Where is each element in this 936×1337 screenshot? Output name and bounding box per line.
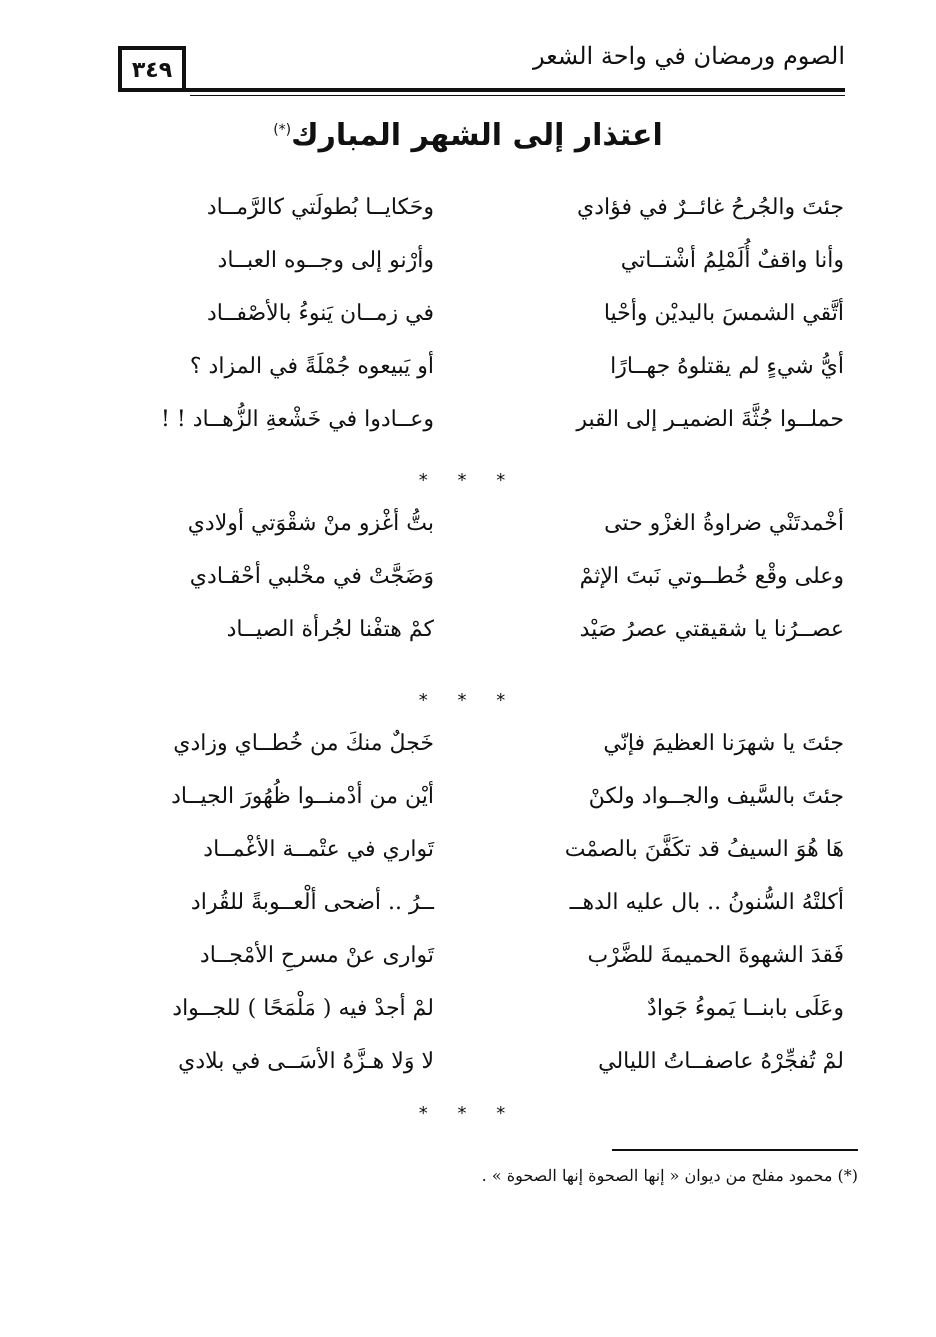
verse-second-hemistich: كمْ هتفْنا لجُرأة الصيــاد — [226, 617, 434, 642]
verse-first-hemistich: هَا هُوَ السيفُ قد تكَفَّنَ بالصمْت — [564, 837, 844, 862]
verse-second-hemistich: أيْن من أدْمنــوا ظُهُورَ الجيــاد — [171, 784, 434, 809]
running-title: الصوم ورمضان في واحة الشعر — [533, 42, 845, 70]
verse-first-hemistich: حملــوا جُثَّةَ الضميـر إلى القبر — [576, 407, 844, 432]
header-rule — [118, 88, 845, 92]
verse-first-hemistich: أيُّ شيءٍ لم يقتلوهُ جهــارًا — [610, 354, 844, 379]
footnote-rule — [612, 1149, 858, 1151]
verse-first-hemistich: جئتَ والجُرحُ غائــرٌ في فؤادي — [576, 195, 844, 220]
verse — [0, 347, 936, 387]
verse-first-hemistich: أكلتْهُ السُّنونُ .. بال عليه الدهــ — [569, 890, 844, 915]
header-rule-thin — [190, 95, 845, 96]
verse-first-hemistich: جئتَ بالسَّيف والجــواد ولكنْ — [588, 784, 844, 809]
stanza-separator: * * * — [418, 470, 518, 491]
verse-second-hemistich: لا وَلا هـزَّهُ الأسَــى في بلادي — [178, 1049, 434, 1074]
stanza-separator: * * * — [418, 1103, 518, 1124]
verse-second-hemistich: لمْ أجدْ فيه ( مَلْمَحًا ) للجــواد — [172, 996, 434, 1021]
verse — [0, 989, 936, 1029]
poem-title — [0, 118, 936, 153]
verse-first-hemistich: أخْمدتَنْي ضراوةُ الغزْو حتى — [604, 511, 844, 536]
page-header — [110, 38, 845, 94]
footnote: (*) محمود مفلح من ديوان « إنها الصحوة إنها الصحوة » . — [481, 1166, 858, 1185]
verse-second-hemistich: وعــادوا في خَشْعةِ الزُّهــاد ! ! — [161, 407, 434, 432]
verse-first-hemistich: وعَلَى بابنــا يَموءُ جَوادٌ — [647, 996, 844, 1021]
verse — [0, 883, 936, 923]
verse-second-hemistich: وَضَجَّتْ في مخْلبي أحْقـادي — [189, 564, 434, 589]
verse — [0, 830, 936, 870]
verse — [0, 188, 936, 228]
verse — [0, 1042, 936, 1082]
verse — [0, 557, 936, 597]
verse-second-hemistich: ــرُ .. أضحى ألْعــوبةً للقُراد — [190, 890, 434, 915]
verse-first-hemistich: عصــرُنا يا شقيقتي عصرُ صَيْد — [579, 617, 844, 642]
verse — [0, 400, 936, 440]
verse-second-hemistich: خَجلٌ منكَ من خُطــاي وزادي — [173, 731, 434, 756]
page-number: ٣٤٩ — [118, 46, 186, 88]
verse-second-hemistich: تَوارى عنْ مسرحِ الأمْجــاد — [199, 943, 434, 968]
verse-first-hemistich: وعلى وقْع خُطــوتي نَبتَ الإثمْ — [579, 564, 844, 589]
stanza-separator: * * * — [418, 690, 518, 711]
verse-first-hemistich: فَقدَ الشهوةَ الحميمةَ للضَّرْب — [587, 943, 844, 968]
verse-first-hemistich: وأنا واقفٌ أُلَمْلِمُ أشْتــاتي — [620, 248, 844, 273]
verse-second-hemistich: في زمــان يَنوءُ بالأصْفــاد — [206, 301, 434, 326]
verse-second-hemistich: تَواري في عتْمــة الأغْمــاد — [203, 837, 434, 862]
footnote-marker: (*) — [273, 122, 292, 138]
poem-title-text: اعتذار إلى الشهر المبارك — [291, 118, 663, 153]
verse-second-hemistich: أو يَبيعوه جُمْلَةً في المزاد ؟ — [189, 354, 434, 379]
verse — [0, 610, 936, 650]
verse-first-hemistich: لمْ تُفجِّرْهُ عاصفــاتُ الليالي — [598, 1049, 844, 1074]
verse-first-hemistich: جئتَ يا شهرَنا العظيمَ فإنّي — [603, 731, 844, 756]
verse — [0, 241, 936, 281]
verse — [0, 936, 936, 976]
verse — [0, 777, 936, 817]
verse — [0, 504, 936, 544]
verse-second-hemistich: وأرْنو إلى وجــوه العبــاد — [217, 248, 434, 273]
verse — [0, 294, 936, 334]
verse-first-hemistich: أتَّقي الشمسَ باليديْن وأحْيا — [603, 301, 844, 326]
verse-second-hemistich: بتُّ أغْزو منْ شقْوَتي أولادي — [187, 511, 434, 536]
verse — [0, 724, 936, 764]
verse-second-hemistich: وحَكايــا بُطولَتي كالرَّمــاد — [206, 195, 434, 220]
